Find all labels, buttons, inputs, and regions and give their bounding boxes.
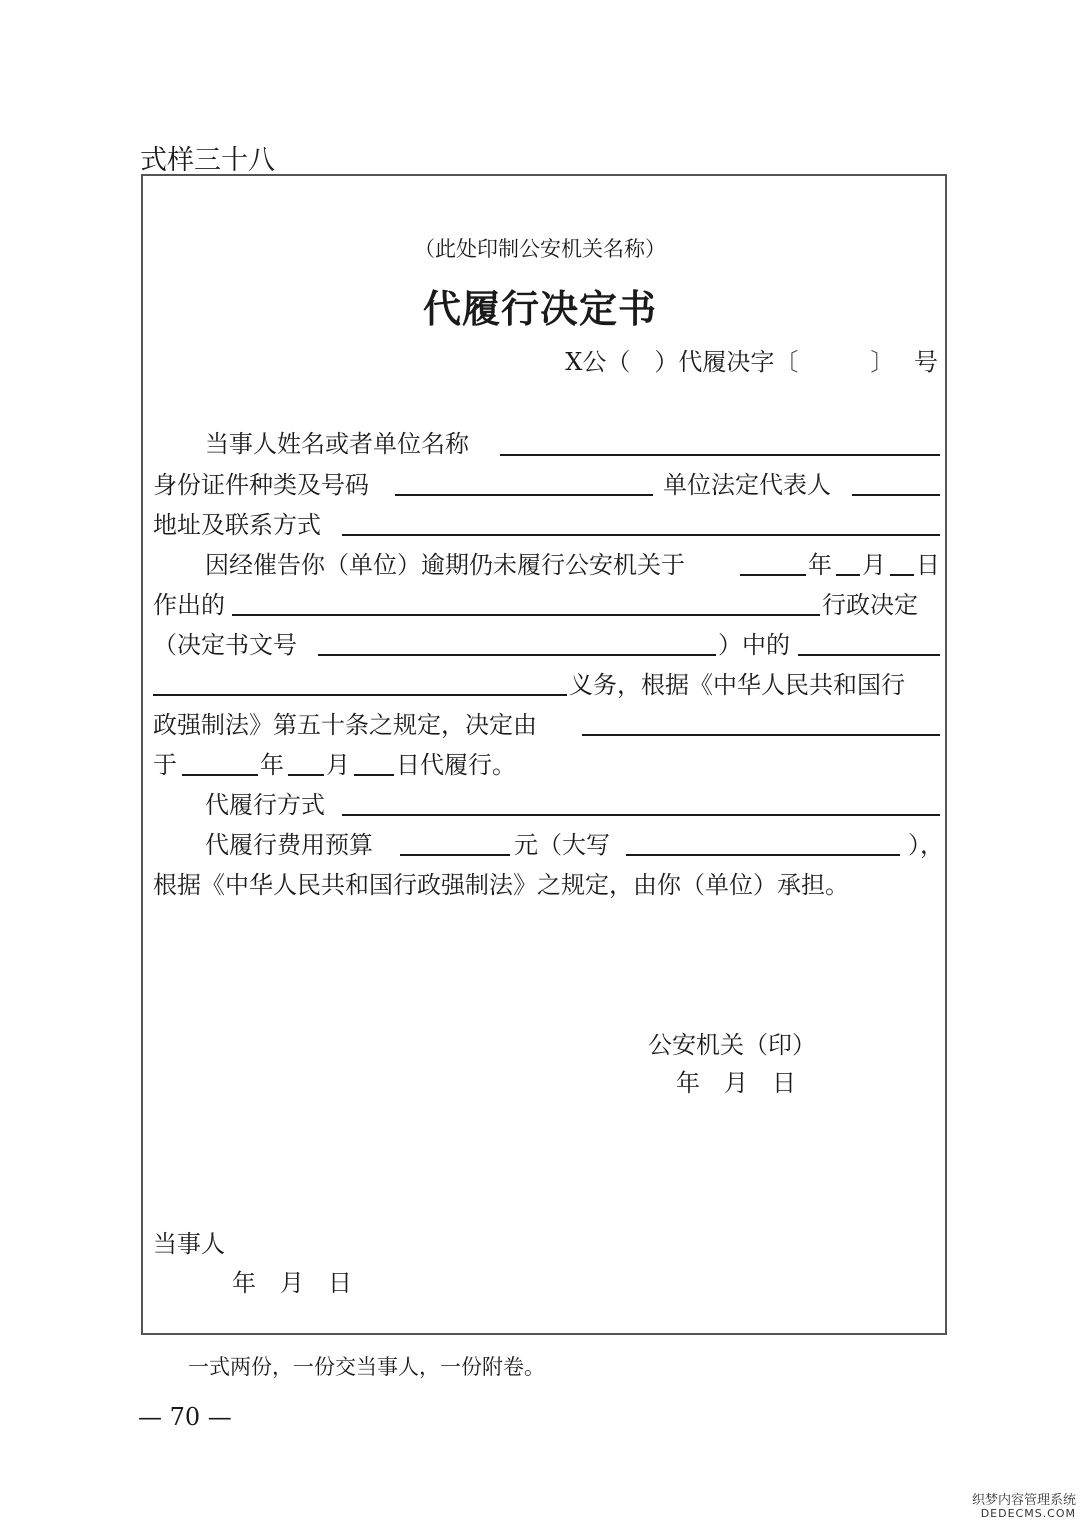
watermark: [972, 1494, 1076, 1520]
exec-day-blank: [354, 774, 394, 776]
agency-placeholder: （此处印制公安机关名称）: [414, 237, 666, 261]
paragraph-text: ），: [908, 831, 944, 859]
id-type-label: 身份证件种类及号码: [153, 471, 369, 499]
year-label: 年: [260, 751, 284, 779]
obligation-blank: [798, 654, 940, 656]
party-sign-label: 当事人: [153, 1230, 225, 1258]
seal-date: 年 月 日: [676, 1069, 796, 1097]
paragraph-text: ）中的: [718, 631, 790, 659]
legal-rep-label: 单位法定代表人: [663, 471, 831, 499]
budget-amount-blank: [400, 854, 510, 856]
yuan-label: 元（大写: [514, 831, 610, 859]
document-title: 代履行决定书: [422, 287, 657, 331]
paragraph-text: 根据《中华人民共和国行政强制法》之规定，由你（单位）承担。: [153, 871, 849, 899]
legal-rep-blank: [852, 494, 940, 496]
decision-blank: [232, 614, 820, 616]
watermark-line1: 织梦内容管理系统: [972, 1493, 1077, 1508]
day-label: 日: [916, 551, 940, 579]
month-label: 月: [326, 751, 350, 779]
decision-number-blank: [318, 654, 716, 656]
method-blank: [342, 814, 940, 816]
party-sign-date: 年 月 日: [232, 1269, 352, 1297]
paragraph-text: 行政决定: [822, 591, 918, 619]
seal-agency: 公安机关（印）: [648, 1031, 816, 1059]
document-number: X公（ ）代履决字〔 〕 号: [565, 348, 938, 376]
paragraph-text: （决定书文号: [153, 631, 297, 659]
month-label: 月: [862, 551, 886, 579]
watermark-line2: DEDECMS.COM: [980, 1507, 1077, 1520]
party-name-label: 当事人姓名或者单位名称: [205, 430, 469, 458]
year-blank: [740, 574, 806, 576]
page-number: — 70 —: [138, 1403, 232, 1431]
paragraph-text: 政强制法》第五十条之规定，决定由: [153, 711, 537, 739]
exec-year-blank: [182, 774, 258, 776]
obligation-blank-2: [153, 694, 567, 696]
paragraph-text: 作出的: [153, 591, 225, 619]
footnote: 一式两份，一份交当事人，一份附卷。: [188, 1355, 545, 1379]
id-number-blank: [395, 494, 653, 496]
year-label: 年: [808, 551, 832, 579]
party-name-blank: [500, 454, 940, 456]
day-blank: [890, 574, 914, 576]
executor-blank: [582, 734, 940, 736]
method-label: 代履行方式: [205, 791, 325, 819]
address-label: 地址及联系方式: [153, 511, 321, 539]
paragraph-text: 于: [153, 751, 177, 779]
exec-month-blank: [288, 774, 324, 776]
paragraph-text: 因经催告你（单位）逾期仍未履行公安机关于: [205, 551, 685, 579]
form-label: 式样三十八: [140, 145, 275, 176]
month-blank: [836, 574, 860, 576]
paragraph-text: 义务，根据《中华人民共和国行: [569, 671, 905, 699]
paragraph-text: 日代履行。: [396, 751, 516, 779]
address-blank: [342, 534, 940, 536]
budget-label: 代履行费用预算: [205, 831, 373, 859]
budget-uppercase-blank: [626, 854, 900, 856]
